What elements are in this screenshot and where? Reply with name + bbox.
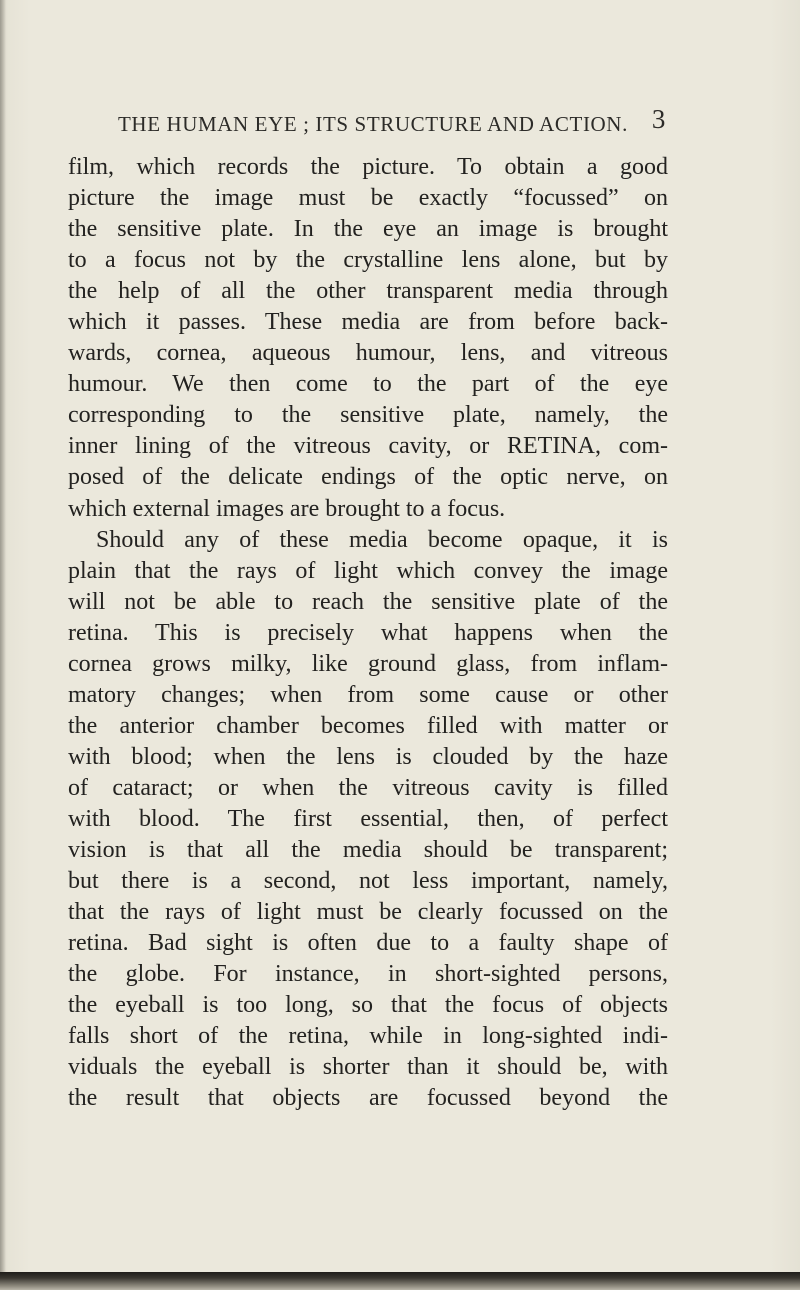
text-line: will not be able to reach the sensitive plate of the xyxy=(68,588,668,615)
text-line: falls short of the retina, while in long-sighted indi- xyxy=(68,1023,668,1050)
text-line: with blood; when the lens is clouded by the haze xyxy=(68,743,668,770)
text-line: viduals the eyeball is shorter than it should be, with xyxy=(68,1054,668,1081)
text-line: corresponding to the sensitive plate, namely, the xyxy=(68,402,668,429)
text-line: plain that the rays of light which convey the image xyxy=(68,557,668,584)
text-line: the eyeball is too long, so that the focus of objects xyxy=(68,992,668,1019)
text-line: picture the image must be exactly “focussed” on xyxy=(68,185,668,212)
text-line: to a focus not by the crystalline lens alone, but by xyxy=(68,247,668,274)
text-line: the help of all the other transparent media through xyxy=(68,278,668,305)
text-line: posed of the delicate endings of the optic nerve, on xyxy=(68,464,668,491)
text-line: but there is a second, not less important, namely, xyxy=(68,868,668,895)
text-line: which it passes. These media are from before back- xyxy=(68,309,668,336)
page-bottom-edge xyxy=(0,1272,800,1290)
text-line: that the rays of light must be clearly focussed on the xyxy=(68,899,668,926)
page-gutter-shadow xyxy=(0,0,6,1290)
text-line: vision is that all the media should be transparent; xyxy=(68,837,668,864)
running-head xyxy=(118,104,666,134)
text-line: the globe. For instance, in short-sighted persons, xyxy=(68,961,668,988)
text-line: which external images are brought to a focus. xyxy=(68,495,506,522)
body-text xyxy=(68,152,668,1114)
text-line: matory changes; when from some cause or other xyxy=(68,681,668,708)
text-line: the result that objects are focussed beyond the xyxy=(68,1085,668,1112)
text-line: of cataract; or when the vitreous cavity is filled xyxy=(68,774,668,801)
text-line: cornea grows milky, like ground glass, from inflam- xyxy=(68,650,668,677)
running-title: THE HUMAN EYE ; ITS STRUCTURE AND ACTION. xyxy=(118,112,628,136)
text-line: with blood. The first essential, then, of perfect xyxy=(68,805,668,832)
text-line: film, which records the picture. To obtain a good xyxy=(68,154,668,180)
text-line: inner lining of the vitreous cavity, or RETINA, com- xyxy=(68,433,668,460)
text-line: retina. This is precisely what happens when the xyxy=(68,619,668,646)
text-line: the sensitive plate. In the eye an image is brought xyxy=(68,216,668,243)
text-line: Should any of these media become opaque, it is xyxy=(96,526,668,553)
text-line: retina. Bad sight is often due to a faulty shape of xyxy=(68,930,668,957)
text-line: humour. We then come to the part of the eye xyxy=(68,371,668,398)
text-line: the anterior chamber becomes filled with matter or xyxy=(68,712,668,739)
page-number: 3 xyxy=(651,104,666,134)
text-line: wards, cornea, aqueous humour, lens, and vitreous xyxy=(68,340,668,367)
